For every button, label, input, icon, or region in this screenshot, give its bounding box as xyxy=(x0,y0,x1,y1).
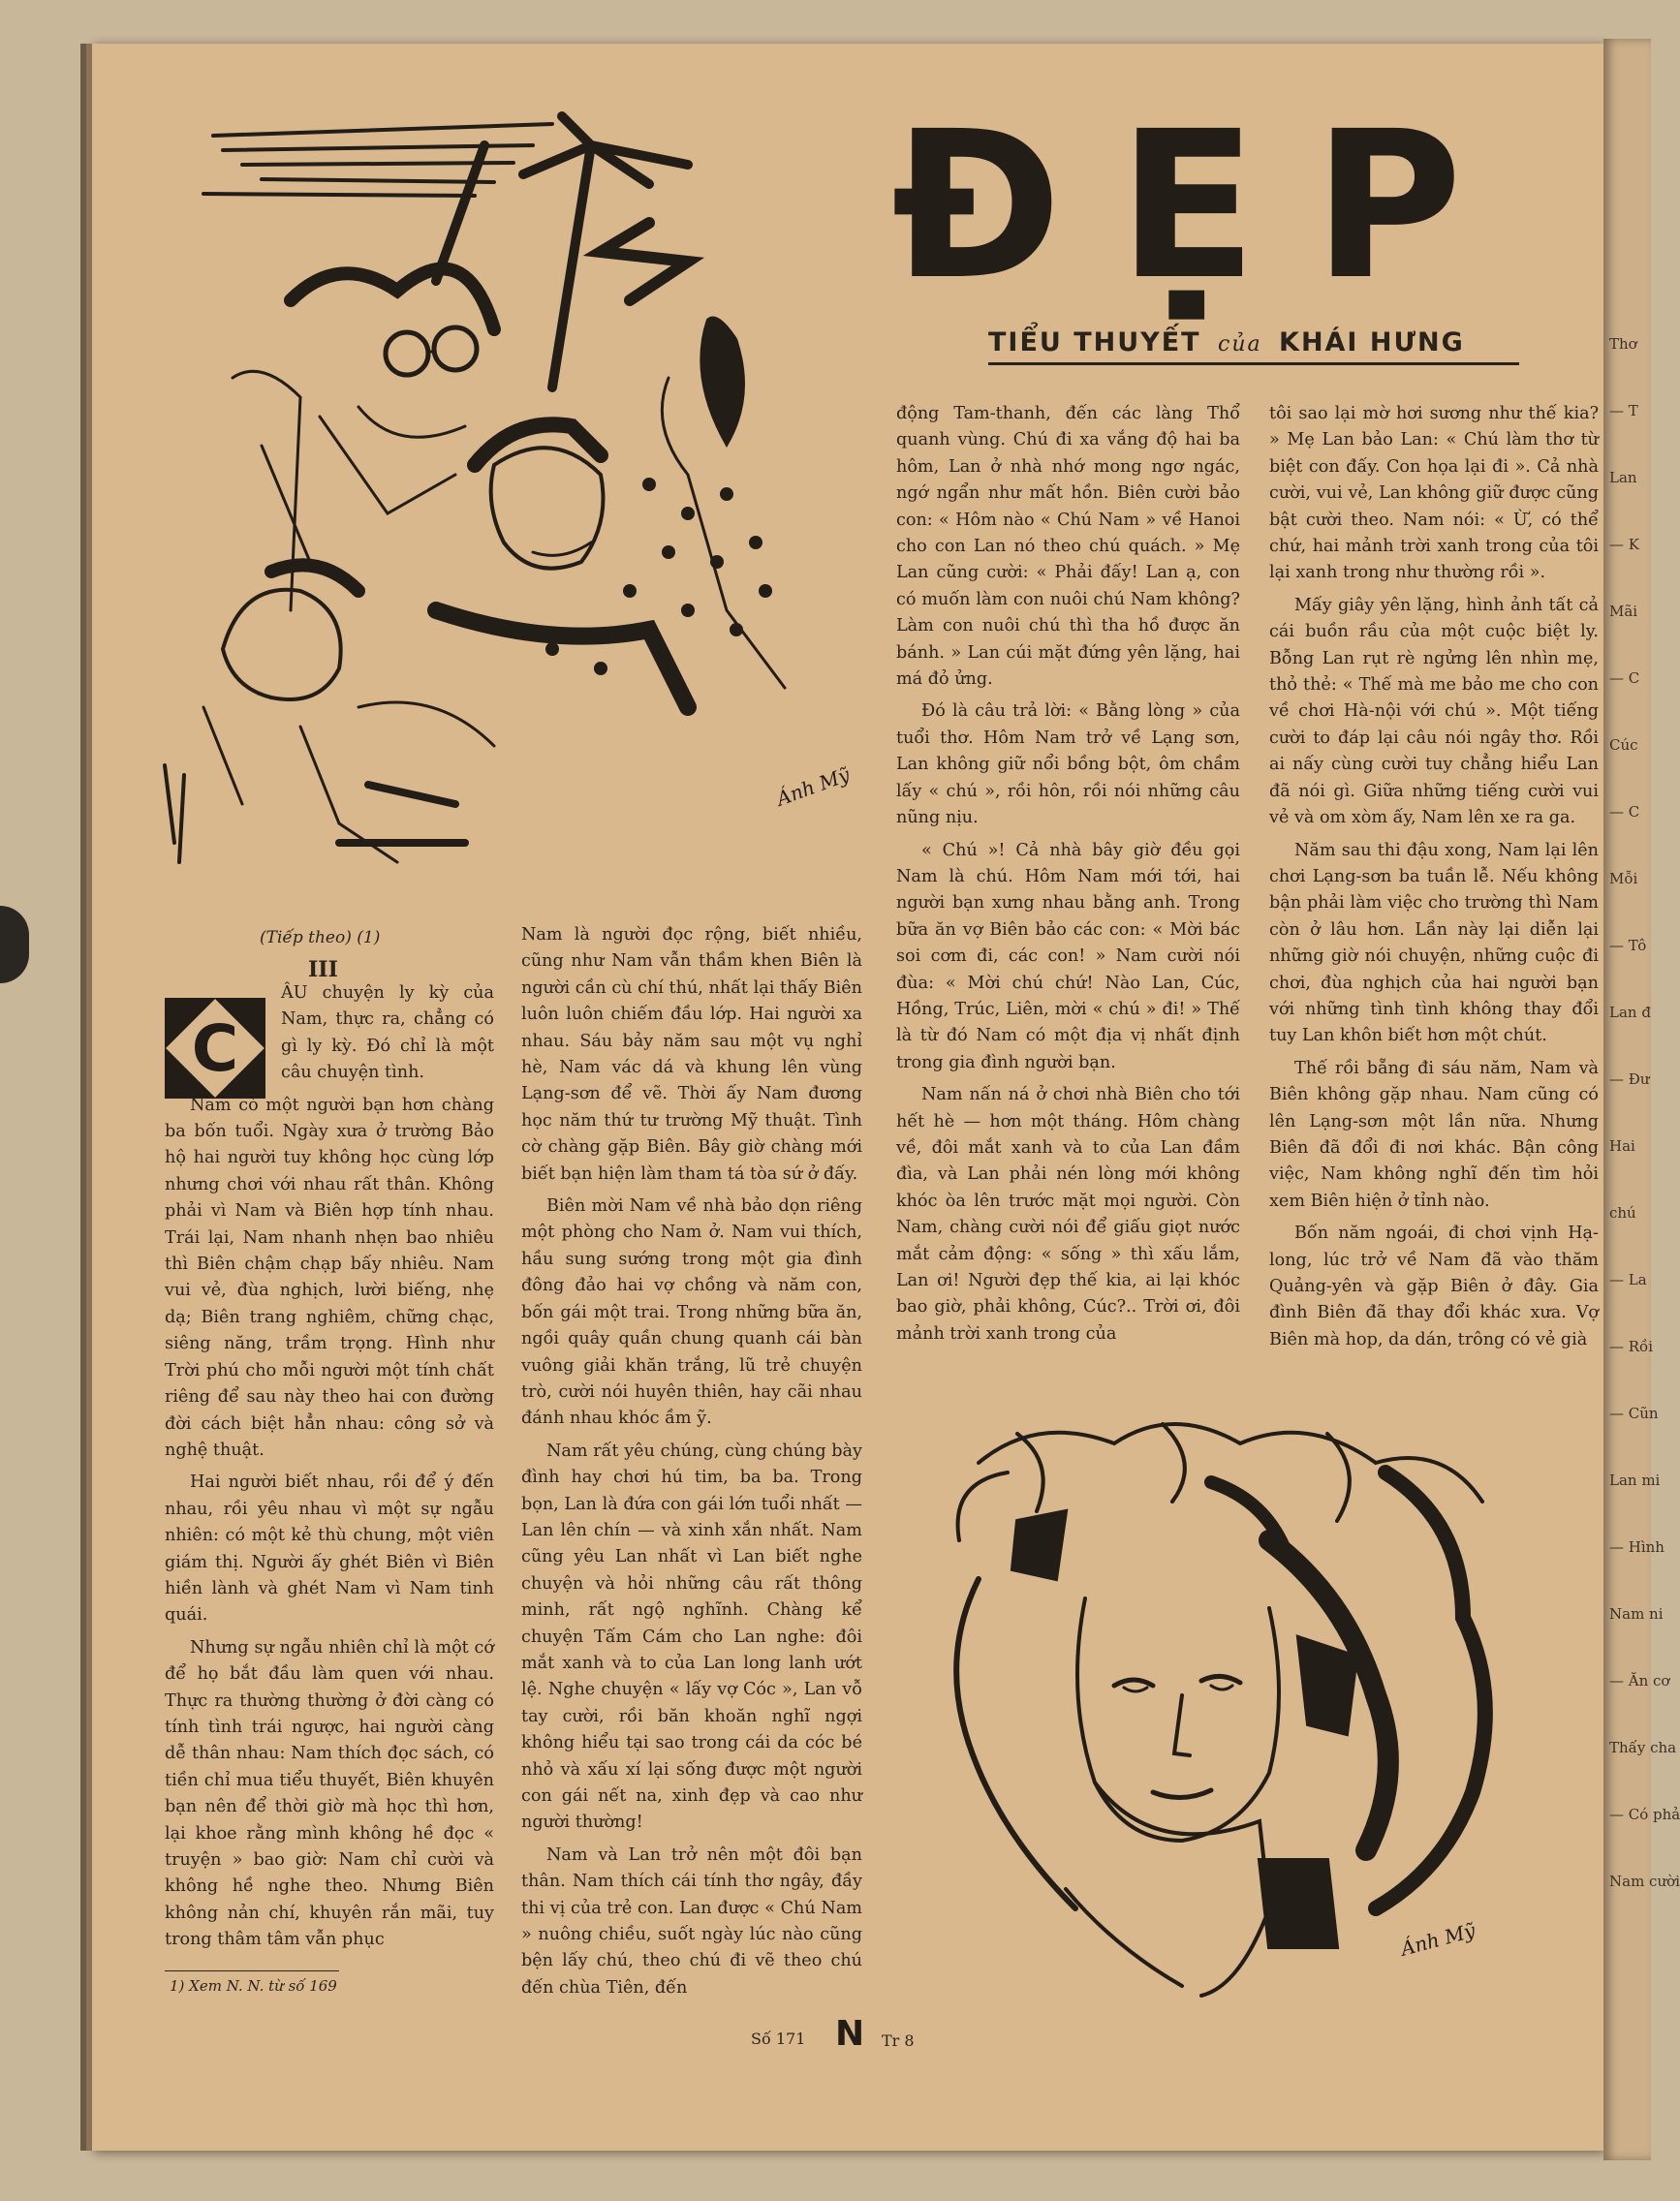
magazine-logo: N xyxy=(835,2014,865,2054)
paragraph: « Chú »! Cả nhà bây giờ đều gọi Nam là chú. Hôm Nam mới tới, hai người bạn xưng nhau bằng anh. Trong bữa ăn vợ Biên bảo các con: « Mời bác soi cơm đi, các con! » Nam cười nói đùa: « Mời chú chứ! Nào Lan, Cúc, Hồng, Trúc, Liên, mời « chú » đi! » Thế là từ đó Nam có một địa vị nhất định trong gia đình người bạn. xyxy=(896,840,1240,1072)
author-name: KHÁI HƯNG xyxy=(1279,327,1465,357)
adjacent-page-fragment: — C xyxy=(1609,803,1640,821)
family-sketch-illustration xyxy=(145,107,862,901)
adjacent-page-fragment: Thơ xyxy=(1609,335,1637,353)
continued-note: (Tiếp theo) (1) xyxy=(260,928,381,947)
adjacent-page-fragment: Thấy cha xyxy=(1609,1739,1677,1756)
genre-label: TIỂU THUYẾT xyxy=(988,327,1201,357)
paragraph: Bốn năm ngoái, đi chơi vịnh Hạ-long, lúc trở về Nam đã vào thăm Quảng-yên và gặp Biên ở đây. Gia đình Biên đã thay đổi khác xưa. Vợ Biên mà hop, da dán, trông có vẻ già xyxy=(1269,1224,1599,1349)
paragraph: ÂU chuyện ly kỳ của Nam, thực ra, chẳng có gì ly kỳ. Đó chỉ là một câu chuyện tình. xyxy=(281,983,494,1083)
paragraph: Nhưng sự ngẫu nhiên chỉ là một cớ để họ bắt đầu làm quen với nhau. Thực ra thường thường ở đời càng có tính tình trái ngược, hai người càng dễ thân nhau: Nam thích đọc sách, có tiền chỉ mua tiểu thuyết, Biên khuyên bạn nên để thời giờ mà học thì hơn, lại khoe rằng mình không hề đọc « truyện » bao giờ: Nam chỉ cười và không hề nghe theo. Nhưng Biên không nản chí, khuyên rắn mãi, tuy trong thâm tâm vẫn phục xyxy=(165,1637,494,1950)
adjacent-page-fragment: Lan mi xyxy=(1609,1472,1661,1489)
paragraph: tôi sao lại mờ hơi sương như thế kia? » Mẹ Lan bảo Lan: « Chú làm thơ từ biệt con đấy. Con họa lại đi ». Cả nhà cười, vui vẻ, Lan không giữ được cũng bật cười theo. Nam nói: « Ừ, có thể chứ, hai mảnh trời xanh trong của tôi lại xanh trong như thường rồi ». xyxy=(1269,404,1599,583)
paragraph: Đó là câu trả lời: « Bằng lòng » của tuổi thơ. Hôm Nam trở về Lạng sơn, Lan không giữ nổi bồng bột, ôm chầm lấy « chú », rồi hôn, rồi nói những câu nũng nịu. xyxy=(896,701,1240,828)
paragraph: Nam nấn ná ở chơi nhà Biên cho tới hết hè — hơn một tháng. Hôm chàng về, đôi mắt xanh và to của Lan đầm đìa, và Lan phải nén lòng mới không khóc òa lên trước mặt mọi người. Còn Nam, chàng cười nói để giấu giọt nước mắt cảm động: « sống » thì xấu lắm, Lan ơi! Người đẹp thế kia, ai lại khóc bao giờ, phải không, Cúc?.. Trời ơi, đôi mảnh trời xanh trong của xyxy=(896,1085,1240,1344)
illustration-signature: Ánh Mỹ xyxy=(773,762,854,811)
paragraph: Hai người biết nhau, rồi để ý đến nhau, rồi yêu nhau vì một sự ngẫu nhiên: có một kẻ thù chung, một viên giám thị. Người ấy ghét Biên vì Biên hiền lành và ghét Nam vì Nam tinh quái. xyxy=(165,1472,494,1626)
adjacent-page-fragment: Nam ni xyxy=(1609,1605,1664,1623)
story-byline xyxy=(988,327,1531,366)
text-column-2 xyxy=(521,922,862,2007)
adjacent-page-fragment: — Cũn xyxy=(1609,1405,1659,1422)
text-column-3 xyxy=(896,401,1240,1353)
paragraph: Nam có một người bạn hơn chàng ba bốn tuổi. Ngày xưa ở trường Bảo hộ hai người tuy không học cùng lớp nhưng chơi với nhau rất thân. Không phải vì Nam và Biên hợp tính nhau. Trái lại, Nam nhanh nhẹn bao nhiêu thì Biên chậm chạp bấy nhiêu. Nam vui vẻ, đùa nghịch, lười biếng, nhẹ dạ; Biên trang nghiêm, chững chạc, siêng năng, trầm trọng. Hình như Trời phú cho mỗi người một tính chất riêng để sau này theo hai con đường đời cách biệt hẳn nhau: công sở và nghệ thuật. xyxy=(165,1095,494,1460)
adjacent-page-fragment: — Tô xyxy=(1609,937,1647,954)
adjacent-page-fragment: — La xyxy=(1609,1271,1647,1288)
paragraph: Mấy giây yên lặng, hình ảnh tất cả cái buồn rầu của một cuộc biệt ly. Bỗng Lan rụt rè ngửng lên nhìn mẹ, thỏ thẻ: « Thế mà me bảo me cho con về chơi Hà-nội với chú ». Một tiếng cười to đáp lại câu nói ngây thơ. Rồi ai nấy cùng cười tuy chẳng hiểu Lan đã nói gì. Giữa những tiếng cười vui vẻ và om xòm ấy, Nam lên xe ra ga. xyxy=(1269,595,1599,828)
adjacent-page-fragment: chú xyxy=(1609,1204,1636,1222)
story-title: ĐẸP xyxy=(891,87,1519,325)
paragraph: Nam là người đọc rộng, biết nhiều, cũng như Nam vẫn thầm khen Biên là người cần cù chí thú, nhất lại thấy Biên luôn luôn chiếm đầu lớp. Hai người xa nhau. Sáu bảy năm sau một vụ nghỉ hè, Nam vác dá và khung lên vùng Lạng-sơn để vẽ. Thời ấy Nam đương học năm thứ tư trường Mỹ thuật. Tình cờ chàng gặp Biên. Bây giờ chàng mới biết bạn hiện làm tham tá tòa sứ ở đấy. xyxy=(521,925,862,1184)
byline-of: của xyxy=(1218,332,1262,356)
adjacent-page-fragment: Cúc xyxy=(1609,736,1638,754)
adjacent-page-fragment: Lan xyxy=(1609,469,1637,486)
paragraph: Thế rồi bẵng đi sáu năm, Nam và Biên không gặp nhau. Nam cũng có lên Lạng-sơn một lần nữa. Nhưng Biên đã đổi đi nơi khác. Bận công việc, Nam không nghĩ đến tìm hỏi xem Biên hiện ở tỉnh nào. xyxy=(1269,1058,1599,1211)
part-number: III xyxy=(308,957,338,982)
adjacent-page-fragment: — Có phả xyxy=(1609,1806,1680,1823)
adjacent-page-fragment: Hai xyxy=(1609,1137,1635,1155)
adjacent-page-fragment: — T xyxy=(1609,402,1638,419)
paragraph: Biên mời Nam về nhà bảo dọn riêng một phòng cho Nam ở. Nam vui thích, hầu sung sướng trong một gia đình đông đảo hai vợ chồng và năm con, bốn gái một trai. Trong những bữa ăn, ngồi quây quần chung quanh cái bàn vuông giải khăn trắng, lũ trẻ chuyện trò, cười nói huyên thiên, hay cãi nhau đánh nhau khóc ầm ỹ. xyxy=(521,1196,862,1429)
footnote: 1) Xem N. N. từ số 169 xyxy=(170,1977,337,1995)
paragraph: Nam rất yêu chúng, cùng chúng bày đình hay chơi hú tim, ba ba. Trong bọn, Lan là đứa con gái lớn tuổi nhất — Lan lên chín — và xinh xắn nhất. Nam cũng yêu Lan nhất vì Lan biết nghe chuyện và hỏi những câu rất thông minh, rất ngộ nghĩnh. Chàng kể chuyện Tấm Cám cho Lan nghe: đôi mắt xanh và to của Lan long lanh ướt lệ. Nghe chuyện « lấy vợ Cóc », Lan vỗ tay cười, rồi băn khoăn nghĩ ngợi không hiểu tại sao trong cái da cóc bé nhỏ và xấu xí lại sống được một người con gái nết na, xinh đẹp và cao như người thường! xyxy=(521,1441,862,1833)
woman-portrait-illustration xyxy=(920,1405,1540,2015)
adjacent-page-fragment: — Rồi xyxy=(1609,1338,1654,1355)
adjacent-page-fragment: Lan đ xyxy=(1609,1004,1651,1021)
adjacent-page-fragment: — Hình xyxy=(1609,1538,1664,1556)
drop-cap-letter: C xyxy=(191,1011,239,1086)
title-rule xyxy=(988,362,1519,365)
page-number: Tr 8 xyxy=(882,2031,915,2050)
binder-hole xyxy=(0,906,29,983)
issue-number: Số 171 xyxy=(751,2030,806,2048)
adjacent-page-fragment: — Đư xyxy=(1609,1070,1650,1088)
portrait-signature: Ánh Mỹ xyxy=(1398,1918,1478,1961)
paragraph: Nam và Lan trở nên một đôi bạn thân. Nam thích cái tính thơ ngây, đầy thi vị của trẻ con. Lan được « Chú Nam » nuông chiều, suốt ngày lúc nào cũng bện lấy chú, theo chú đi vẽ theo chú đến chùa Tiên, đến xyxy=(521,1844,862,1998)
adjacent-page-fragment: Nam cười xyxy=(1609,1873,1680,1890)
adjacent-page-fragment: — C xyxy=(1609,669,1640,687)
text-column-4 xyxy=(1269,401,1599,1359)
paragraph: động Tam-thanh, đến các làng Thổ quanh vùng. Chú đi xa vắng độ hai ba hôm, Lan ở nhà nhớ mong ngơ ngác, ngớ ngẩn như mất hồn. Biên cười bảo con: « Hôm nào « Chú Nam » về Hanoi cho con Lan nó theo chú quách. » Mẹ Lan cũng cười: « Phải đấy! Lan ạ, con có muốn làm con nuôi chú Nam không? Làm con nuôi chú thì tha hồ được ăn bánh. » Lan cúi mặt đứng yên lặng, hai má đỏ ửng. xyxy=(896,404,1240,690)
adjacent-page-fragment: — K xyxy=(1609,536,1639,553)
adjacent-page-fragment: Mãi xyxy=(1609,603,1638,620)
adjacent-page-fragment: — Ăn cơ xyxy=(1609,1672,1670,1690)
adjacent-page-edge xyxy=(1603,39,1680,2160)
footnote-rule xyxy=(165,1970,339,1971)
text-column-1 xyxy=(165,980,494,1960)
adjacent-page-fragment: Mỗi xyxy=(1609,870,1638,887)
paragraph: Năm sau thi đậu xong, Nam lại lên chơi Lạng-sơn ba tuần lễ. Nếu không bận phải làm việc cho trường thì Nam còn ở lâu hơn. Lần này lại diễn lại những giờ nói chuyện, những cuộc đi chơi, đùa nghịch của hai người bạn với những tình tình không thay đổi tuy Lan khôn biết hơn một chút. xyxy=(1269,840,1599,1046)
